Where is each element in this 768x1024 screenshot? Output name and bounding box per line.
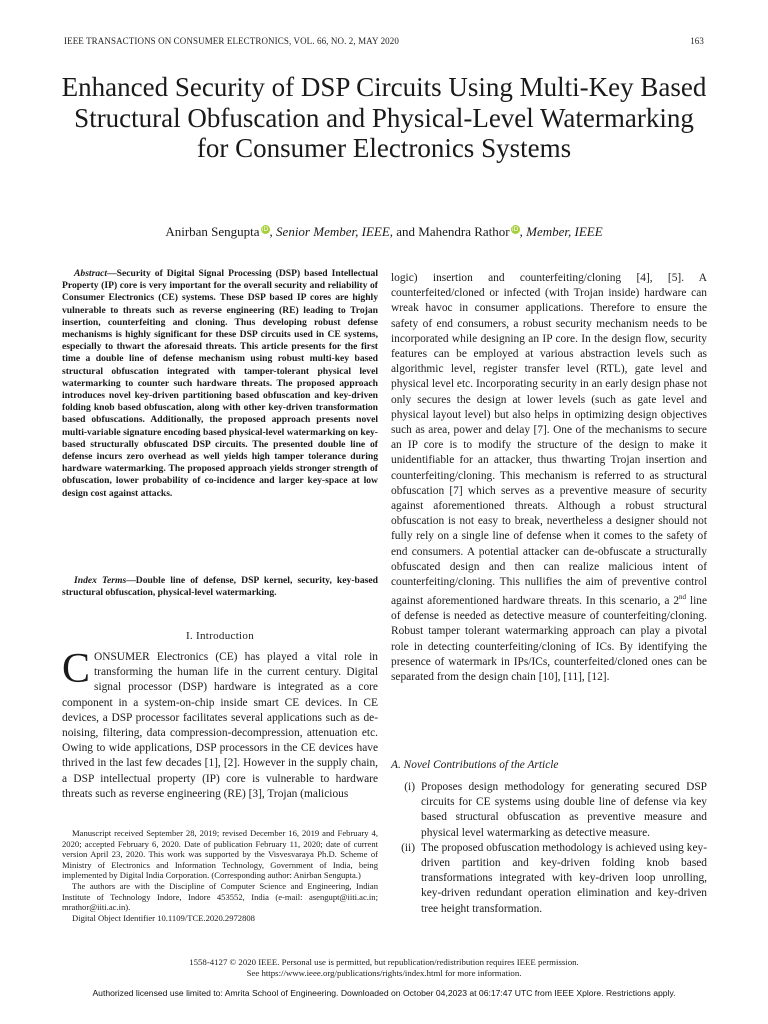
author-line — [60, 224, 708, 240]
license-notice: Authorized licensed use limited to: Amrita School of Engineering. Downloaded on October 04,2023 at 06:17:47 UTC from IEEE Xplore. Restrictions apply. — [92, 988, 676, 998]
author-name: Anirban Sengupta — [165, 224, 260, 239]
first-page-footnote — [62, 828, 378, 923]
copyright-line: 1558-4127 © 2020 IEEE. Personal use is permitted, but republication/redistribution requires IEEE permission. — [189, 957, 579, 967]
list-item — [391, 780, 707, 841]
abstract-text: —Security of Digital Signal Processing (DSP) based Intellectual Property (IP) core is very important for the overall security and reliability of Consumer Electronics (CE) systems. These DSP based IP cores are highly vulnerable to threats such as reverse engineering (RE) leading to Trojan insertion, counterfeiting and cloning. Thus developing robust defense mechanisms is highly significant for these DSP circuits used in CE systems, especially to thwart the aforesaid threats. This article presents for the first time a double line of defense mechanism using robust multi-key based structural obfuscation integrated with tamper-tolerant physical level watermarking to counter such hardware threats. The proposed approach introduces novel key-driven partitioning based obfuscation and key-driven folding knob based obfuscation, along with other key-driven transformation based obfuscations. Additionally, the proposed approach presents novel multi-variable signature encoding based physical-level watermarking on key-based structurally obfuscated DSP circuits. The presented double line of defense incurs zero overhead as well yields high tamper tolerance during hardware watermarking. The proposed approach yields stronger strength of obfuscation, lower probability of co-incidence and larger key-space at low design cost against attacks. — [62, 268, 378, 499]
author-membership: , Member, IEEE — [519, 224, 603, 239]
intro-paragraph: Electronics (CE) has played a vital role in transforming the human life in the current century. Digital signal processor (DSP) hardware is integrated as a core component in a system-on-chip inside smart CE devices. In CE devices, a DSP processor facilitates several applications such as de-noising, filtering, data compression-decompression, attenuation etc. Owing to wide applications, DSP processors in the CE devices have thrived in the last few decades [1], [2]. However in the supply chain, a DSP intellectual property (IP) core is vulnerable to hardware threats such as reverse engineering (RE) [3], Trojan (malicious — [62, 651, 378, 800]
abstract — [62, 268, 378, 500]
subsection-heading: A. Novel Contributions of the Article — [391, 759, 559, 771]
running-header: IEEE TRANSACTIONS ON CONSUMER ELECTRONICS, VOL. 66, NO. 2, MAY 2020 — [64, 36, 399, 46]
copyright-notice — [0, 957, 768, 979]
introduction-text — [62, 646, 378, 802]
list-text: The proposed obfuscation methodology is achieved using key-driven partition and key-driven folding knob based transformations integrated with key-driven loop unrolling, key-driven redundant operation elimination and key-driven tree height transformation. — [421, 841, 707, 915]
right-column-text — [391, 271, 707, 685]
drop-cap: C — [62, 646, 91, 692]
intro-first-word: ONSUMER — [94, 651, 150, 663]
author-name: Mahendra Rathor — [418, 224, 510, 239]
author-membership: , Senior Member, IEEE, — [269, 224, 394, 239]
affiliation-note: The authors are with the Discipline of Computer Science and Engineering, Indian Institute of Technology Indore, Indore 453552, India (e-mail: asengupt@iiti.ac.in; mrathor@iiti.ac.in). — [62, 880, 378, 913]
page-number: 163 — [690, 36, 704, 46]
manuscript-note: Manuscript received September 28, 2019; revised December 16, 2019 and February 4, 2020; accepted February 6, 2020. Date of publication February 11, 2020; date of current version April 23, 2020. This work was supported by the Visvesvaraya Ph.D. Scheme of Ministry of Electronics and Information Technology, Government of India, being implemented by Digital India Corporation. (Corresponding author: Anirban Sengupta.) — [62, 828, 378, 881]
body-paragraph: logic) insertion and counterfeiting/cloning [4], [5]. A counterfeited/cloned or infected (with Trojan inside) hardware can wreak havoc in consumer applications. Therefore to ensure the safety of end consumers, a robust security mechanism needs to be incorporated while designing an IP core. In the design flow, security features can be employed at various abstraction levels such as algorithmic level, register transfer level (RTL), gate level and physical level etc. Incorporating security in an early design phase not only secures the design at lower levels (such as gate level and physical layout level) but also helps in optimizing design objectives such as area, power and delay [7]. One of the mechanisms to secure an IP core is to modify the structure of the design to make it unidentifiable for an attacker, thus thwarting Trojan insertion and counterfeiting/cloning. This mechanism is referred to as structural obfuscation [7] which serves as a preventive measure of security against aforementioned threats. Although a robust structural obfuscation is not easy to break, nevertheless a designer should not fully rely on a single line of defense when it comes to the safety of end consumers. A potential attacker can de-obfuscate a structurally obfuscated design and then can realize malicious intent of counterfeiting/cloning. This nullifies the aim of preventive control against aforementioned hardware threats. In this scenario, a 2 — [391, 272, 707, 608]
index-terms — [62, 575, 378, 599]
superscript: nd — [679, 593, 687, 602]
orcid-icon[interactable]: iD — [511, 225, 519, 233]
section-heading: I. Introduction — [185, 630, 255, 642]
list-number: (ii) — [401, 841, 415, 854]
abstract-label: Abstract — [74, 268, 108, 279]
index-terms-label: Index Terms — [74, 575, 127, 586]
doi-note: Digital Object Identifier 10.1109/TCE.2020.2972808 — [72, 912, 255, 923]
paper-title: Enhanced Security of DSP Circuits Using Multi-Key Based Structural Obfuscation and Physical-Level Watermarking for Consumer Electronics Systems — [61, 72, 707, 163]
orcid-icon[interactable]: iD — [261, 225, 269, 233]
body-paragraph: line of defense is needed as detective measure of counterfeiting/cloning. Robust tamper tolerant watermarking approach can play a pivotal role in detecting counterfeiting/cloning of ICs. By identifying the presence of watermark in IPs/ICs, counterfeited/cloned ones can be separated from the design chain [10], [11], [12]. — [391, 595, 707, 684]
index-terms-text: —Double line of defense, DSP kernel, security, key-based structural obfuscation, physical-level watermarking. — [62, 575, 378, 599]
list-text: Proposes design methodology for generating secured DSP circuits for CE systems using double line of defense via key based structural obfuscation as preventive measure and physical level watermarking as detective measure. — [421, 781, 707, 839]
author-conjunction: and — [393, 224, 419, 239]
contributions-list — [391, 780, 707, 917]
list-item — [391, 841, 707, 917]
list-number: (i) — [404, 781, 415, 793]
rights-link-line: See https://www.ieee.org/publications/rights/index.html for more information. — [246, 968, 522, 978]
